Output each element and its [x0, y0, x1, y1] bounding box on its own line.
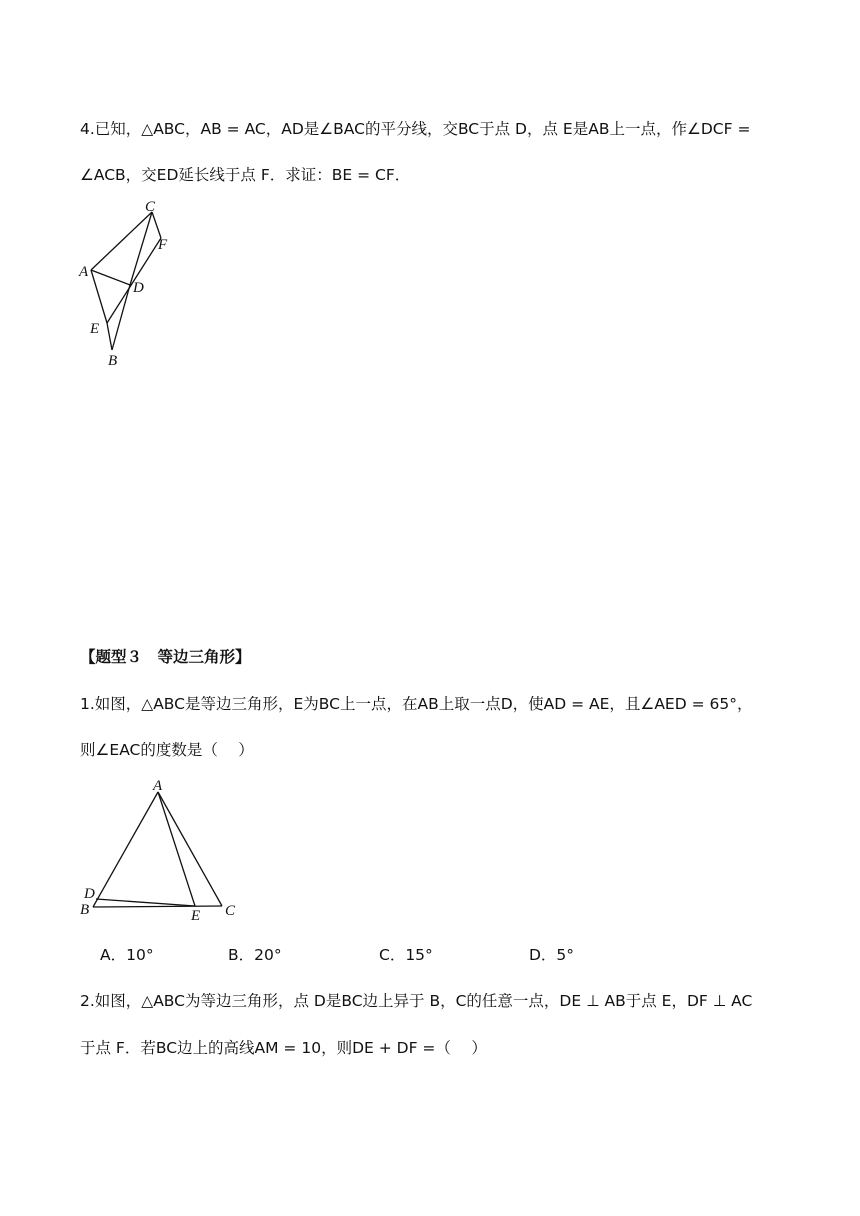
label-b: B — [80, 902, 90, 918]
q4-text-line2: ∠ACB，交ED延长线于点 F．求证：BE = CF． — [80, 166, 411, 184]
segment-ad — [91, 270, 130, 285]
label-a: A — [79, 264, 89, 280]
segment-db — [112, 285, 130, 350]
q1-option-c[interactable]: C．15° — [379, 946, 433, 964]
q1-option-b[interactable]: B．20° — [228, 946, 282, 964]
q1-figure — [76, 777, 246, 922]
q1-option-d[interactable]: D．5° — [529, 946, 575, 964]
label-e: E — [90, 321, 100, 337]
label-f: F — [158, 237, 168, 253]
label-a: A — [153, 778, 163, 794]
segment-eb — [107, 323, 112, 350]
label-c: C — [225, 903, 236, 919]
label-d: D — [84, 886, 95, 902]
label-c: C — [145, 199, 156, 215]
segment-ae — [91, 270, 107, 323]
label-b: B — [108, 353, 118, 369]
label-e: E — [191, 908, 201, 924]
q1-text-line2: 则∠EAC的度数是（ ） — [80, 741, 254, 759]
q1-option-a[interactable]: A．10° — [100, 946, 154, 964]
segment-bc — [93, 906, 222, 907]
segment-cf — [152, 212, 161, 238]
q1-text-line1: 1.如图，△ABC是等边三角形，E为BC上一点，在AB上取一点D，使AD = AE，且∠AED = 65°， — [80, 695, 753, 713]
segment-de — [96, 899, 195, 906]
q4-figure — [70, 195, 190, 370]
q4-text-line1: 4.已知，△ABC，AB = AC，AD是∠BAC的平分线，交BC于点 D，点 E是AB上一点，作∠DCF = — [80, 120, 751, 138]
segment-ab — [93, 792, 158, 907]
label-d: D — [133, 280, 144, 296]
section-heading: 【题型３ 等边三角形】 — [80, 648, 251, 666]
q2-text-line1: 2.如图，△ABC为等边三角形，点 D是BC边上异于 B，C的任意一点，DE ⊥ AB于点 E，DF ⊥ AC — [80, 992, 753, 1010]
q2-text-line2: 于点 F．若BC边上的高线AM = 10，则DE + DF =（ ） — [80, 1039, 487, 1057]
